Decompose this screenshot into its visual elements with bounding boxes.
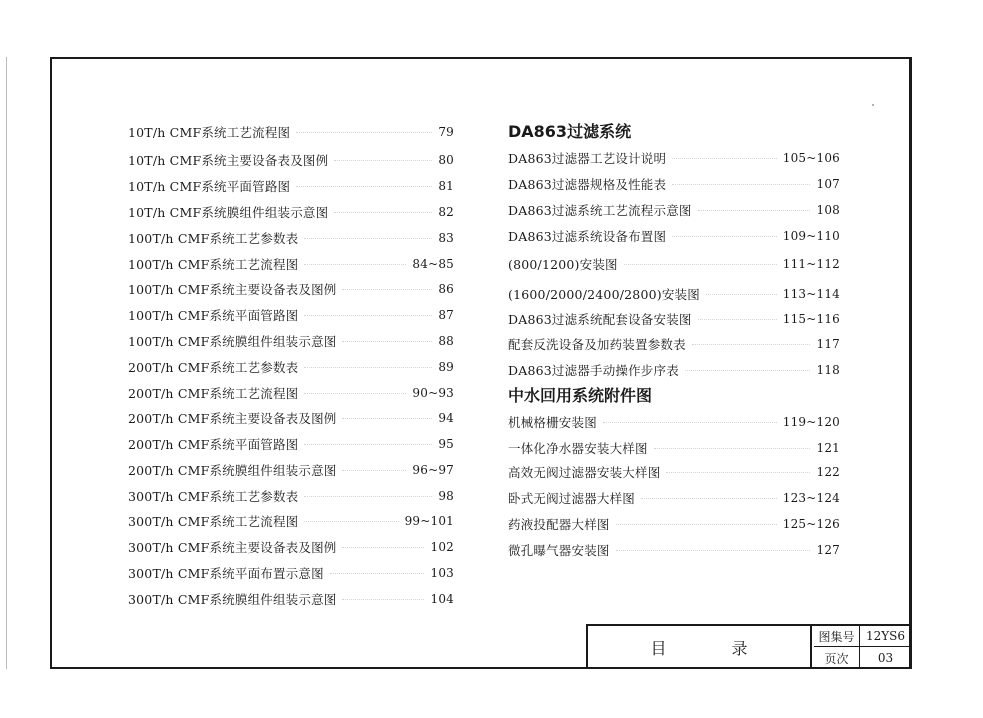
toc-entry-page: 87	[438, 308, 454, 322]
toc-entry-page: 119~120	[782, 415, 840, 429]
toc-entry-page: 107	[816, 177, 840, 191]
toc-entry-title: DA863过滤器规格及性能表	[508, 177, 667, 192]
dot-leader	[685, 369, 811, 371]
toc-entry-title: 300T/h CMF系统主要设备表及图例	[128, 540, 337, 555]
toc-entry-page: 104	[430, 592, 454, 606]
toc-entry	[128, 562, 454, 584]
toc-entry-page: 117	[816, 337, 840, 351]
toc-entry-title: 机械格栅安装图	[508, 415, 597, 430]
toc-entry	[128, 201, 454, 223]
dot-leader	[672, 183, 810, 185]
dot-leader	[654, 447, 811, 449]
toc-entry-title: 10T/h CMF系统平面管路图	[128, 179, 291, 194]
toc-entry	[128, 459, 454, 481]
toc-entry-page: 94	[438, 411, 454, 425]
toc-entry-title: 药液投配器大样图	[508, 517, 610, 532]
dot-leader	[692, 343, 811, 345]
toc-entry-title: 100T/h CMF系统平面管路图	[128, 308, 299, 323]
dot-leader	[304, 263, 406, 265]
toc-entry-page: 115~116	[782, 312, 840, 326]
toc-entry	[508, 461, 840, 483]
toc-entry	[508, 253, 840, 275]
dot-leader	[304, 443, 432, 445]
dot-leader	[304, 237, 432, 239]
document-title: 目 录	[588, 626, 812, 669]
toc-entry-page: 83	[438, 231, 454, 245]
toc-entry-page: 113~114	[782, 287, 840, 301]
toc-entry-title: 200T/h CMF系统工艺参数表	[128, 360, 299, 375]
toc-entry	[128, 510, 454, 532]
toc-entry	[128, 149, 454, 171]
toc-entry-page: 121	[816, 441, 840, 455]
toc-entry	[128, 121, 454, 143]
toc-entry-title: (1600/2000/2400/2800)安装图	[508, 287, 700, 302]
atlas-number-label: 图集号	[814, 626, 860, 647]
dot-leader	[296, 185, 432, 187]
dot-leader	[603, 421, 777, 423]
dot-leader	[624, 263, 777, 265]
toc-entry-page: 80	[438, 153, 454, 167]
toc-entry-title: 300T/h CMF系统工艺流程图	[128, 514, 299, 529]
toc-entry-title: 一体化净水器安装大样图	[508, 441, 648, 456]
toc-entry-page: 111~112	[782, 257, 840, 271]
title-block	[586, 624, 912, 669]
toc-entry	[128, 278, 454, 300]
toc-entry	[128, 304, 454, 326]
toc-entry-page: 86	[438, 282, 454, 296]
toc-entry-title: 300T/h CMF系统平面布置示意图	[128, 566, 324, 581]
toc-entry-page: 90~93	[412, 386, 454, 400]
toc-entry-title: 100T/h CMF系统膜组件组装示意图	[128, 334, 337, 349]
toc-entry-title: 微孔曝气器安装图	[508, 543, 610, 558]
toc-entry-page: 103	[430, 566, 454, 580]
toc-entry-page: 95	[438, 437, 454, 451]
dot-leader	[334, 211, 432, 213]
toc-entry-title: 10T/h CMF系统膜组件组装示意图	[128, 205, 329, 220]
toc-entry-page: 82	[438, 205, 454, 219]
toc-entry-title: 100T/h CMF系统工艺流程图	[128, 257, 299, 272]
toc-entry-title: 200T/h CMF系统工艺流程图	[128, 386, 299, 401]
dot-leader	[342, 546, 424, 548]
toc-entry	[128, 433, 454, 455]
toc-entry-page: 81	[438, 179, 454, 193]
dot-leader	[698, 209, 811, 211]
toc-entry	[508, 225, 840, 247]
toc-entry	[128, 588, 454, 610]
toc-entry-title: 200T/h CMF系统主要设备表及图例	[128, 411, 337, 426]
dot-leader	[342, 598, 424, 600]
toc-entry-title: DA863过滤系统设备布置图	[508, 229, 667, 244]
toc-entry	[128, 485, 454, 507]
dot-leader	[641, 497, 777, 499]
toc-entry-title: 10T/h CMF系统工艺流程图	[128, 125, 291, 140]
toc-entry-title: DA863过滤器工艺设计说明	[508, 151, 667, 166]
dot-leader	[304, 314, 432, 316]
toc-entry-title: DA863过滤器手动操作步序表	[508, 363, 679, 378]
toc-entry	[128, 330, 454, 352]
toc-entry-page: 122	[816, 465, 840, 479]
atlas-number-value: 12YS6	[860, 626, 911, 647]
toc-entry-page: 99~101	[404, 514, 454, 528]
toc-entry	[508, 173, 840, 195]
toc-entry-page: 88	[438, 334, 454, 348]
dot-leader	[304, 392, 406, 394]
dot-leader	[672, 235, 777, 237]
toc-entry	[508, 437, 840, 459]
dot-leader	[304, 366, 432, 368]
dot-leader	[330, 572, 425, 574]
dot-leader	[706, 293, 777, 295]
dot-leader	[672, 157, 777, 159]
toc-entry-title: (800/1200)安装图	[508, 257, 618, 272]
toc-entry	[508, 513, 840, 535]
toc-entry	[508, 539, 840, 561]
dot-leader	[334, 159, 432, 161]
toc-entry-title: 200T/h CMF系统平面管路图	[128, 437, 299, 452]
dot-leader	[616, 549, 811, 551]
toc-entry-title: 高效无阀过滤器安装大样图	[508, 465, 661, 480]
toc-entry	[508, 199, 840, 221]
toc-entry	[508, 308, 840, 330]
toc-entry-title: DA863过滤系统工艺流程示意图	[508, 203, 692, 218]
dot-leader	[342, 469, 406, 471]
toc-entry	[128, 536, 454, 558]
toc-entry	[128, 227, 454, 249]
page-number-value: 03	[877, 651, 894, 665]
dot-leader	[304, 520, 398, 522]
toc-entry-title: 10T/h CMF系统主要设备表及图例	[128, 153, 329, 168]
toc-entry	[508, 283, 840, 305]
dot-leader	[304, 495, 432, 497]
toc-entry-page: 108	[816, 203, 840, 217]
toc-entry-page: 89	[438, 360, 454, 374]
toc-entry-title: 200T/h CMF系统膜组件组装示意图	[128, 463, 337, 478]
margin-line	[0, 57, 7, 669]
toc-entry-title: DA863过滤系统配套设备安装图	[508, 312, 692, 327]
toc-entry-title: 配套反洗设备及加药装置参数表	[508, 337, 686, 352]
toc-entry-page: 84~85	[412, 257, 454, 271]
toc-entry-title: 300T/h CMF系统膜组件组装示意图	[128, 592, 337, 607]
toc-entry-page: 109~110	[782, 229, 840, 243]
toc-entry	[508, 333, 840, 355]
section-heading: DA863过滤系统	[508, 121, 632, 141]
toc-entry-page: 105~106	[782, 151, 840, 165]
toc-entry	[508, 487, 840, 509]
dot-leader	[342, 340, 432, 342]
toc-entry	[128, 382, 454, 404]
toc-entry-page: 123~124	[782, 491, 840, 505]
section-heading: 中水回用系统附件图	[508, 385, 653, 405]
toc-entry-page: 127	[816, 543, 840, 557]
toc-entry	[508, 411, 840, 433]
toc-entry	[128, 407, 454, 429]
toc-entry	[128, 356, 454, 378]
page-number-label: 页次	[814, 647, 860, 669]
dot-leader	[342, 288, 432, 290]
toc-entry	[508, 147, 840, 169]
toc-entry	[128, 253, 454, 275]
toc-entry-title: 100T/h CMF系统主要设备表及图例	[128, 282, 337, 297]
dot-leader	[698, 318, 777, 320]
toc-entry-page: 102	[430, 540, 454, 554]
toc-entry-page: 79	[438, 125, 454, 139]
toc-entry-page: 125~126	[782, 517, 840, 531]
toc-entry-page: 118	[816, 363, 840, 377]
toc-entry	[128, 175, 454, 197]
toc-entry-title: 卧式无阀过滤器大样图	[508, 491, 636, 506]
dot-leader	[616, 523, 777, 525]
toc-entry-page: 98	[438, 489, 454, 503]
toc-entry-title: 300T/h CMF系统工艺参数表	[128, 489, 299, 504]
dot-leader	[296, 131, 432, 133]
toc-entry-title: 100T/h CMF系统工艺参数表	[128, 231, 299, 246]
dot-leader	[666, 471, 810, 473]
scan-speck	[872, 104, 874, 106]
dot-leader	[342, 417, 432, 419]
toc-entry-page: 96~97	[412, 463, 454, 477]
toc-entry	[508, 359, 840, 381]
